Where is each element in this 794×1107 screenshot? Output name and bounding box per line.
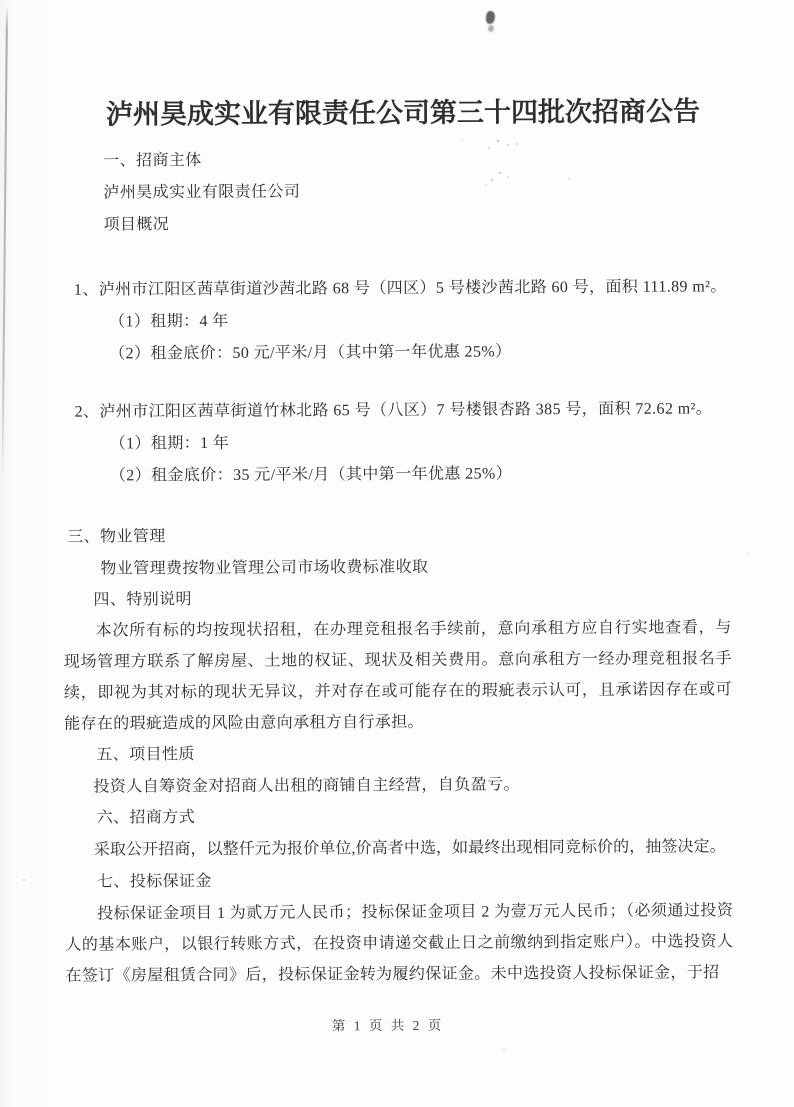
section6-heading: 六、招商方式: [96, 809, 196, 827]
section7-heading: 七、投标保证金: [96, 872, 212, 891]
listing1-address: 1、泸州市江阳区茜草街道沙茜北路 68 号（四区）5 号楼沙茜北路 60 号，面积 111.89 m²。: [73, 278, 727, 299]
scan-speckles: [0, 0, 2, 2]
listing1-rent: （2）租金底价：50 元/平米/月（其中第一年优惠 25%）: [109, 343, 512, 363]
section3-heading: 三、物业管理: [67, 528, 166, 546]
listing1-term: （1）租期：4 年: [109, 312, 229, 331]
section1-company: 泸州昊成实业有限责任公司: [103, 183, 301, 202]
listing2-address: 2、泸州市江阳区茜草街道竹林北路 65 号（八区）7 号楼银杏路 385 号，面积 72.62 m²。: [74, 400, 713, 421]
section7-body: 投标保证金项目 1 为贰万元人民币；投标保证金项目 2 为壹万元人民币；（必须通过投资人的基本账户，以银行转账方式，在投资申请递交截止日之前缴纳到指定账户）。中选投资人在签订《房屋租赁合同》后，投标保证金转为履约保证金。未中选投资人投标保证金，于招: [65, 902, 734, 985]
section1-heading: 一、招商主体: [103, 152, 202, 170]
page-number-footer: 第 1 页 共 2 页: [331, 1017, 444, 1034]
section4-body: 本次所有标的均按现状招租，在办理竞租报名手续前，意向承租方应自行实地查看，与现场管理方联系了解房屋、土地的权证、现状及相关费用。意向承租方一经办理竞租报名手续，即视为其对标的现状无异议，并对存在或可能存在的瑕疵表示认可，且承诺因存在或可能存在的瑕疵造成的风险由意向承租方自行承担。: [63, 619, 733, 733]
document-title: 泸州昊成实业有限责任公司第三十四批次招商公告: [105, 96, 701, 130]
section3-body: 物业管理费按物业管理公司市场收费标准收取: [100, 558, 429, 578]
section1-overview-label: 项目概况: [103, 216, 170, 234]
section5-heading: 五、项目性质: [96, 746, 195, 764]
scan-edge-line: [1, 6, 8, 484]
document-content: [60, 0, 734, 1107]
listing2-term: （1）租期：1 年: [109, 434, 230, 453]
section5-body: 投资人自筹资金对招商人出租的商铺自主经营，自负盈亏。: [93, 776, 520, 796]
section4-heading: 四、特别说明: [93, 591, 192, 609]
section6-body: 采取公开招商，以整仟元为报价单位,价高者中选，如最终出现相同竞标价的，抽签决定。: [93, 838, 726, 859]
listing2-rent: （2）租金底价：35 元/平米/月（其中第一年优惠 25%）: [109, 465, 513, 485]
